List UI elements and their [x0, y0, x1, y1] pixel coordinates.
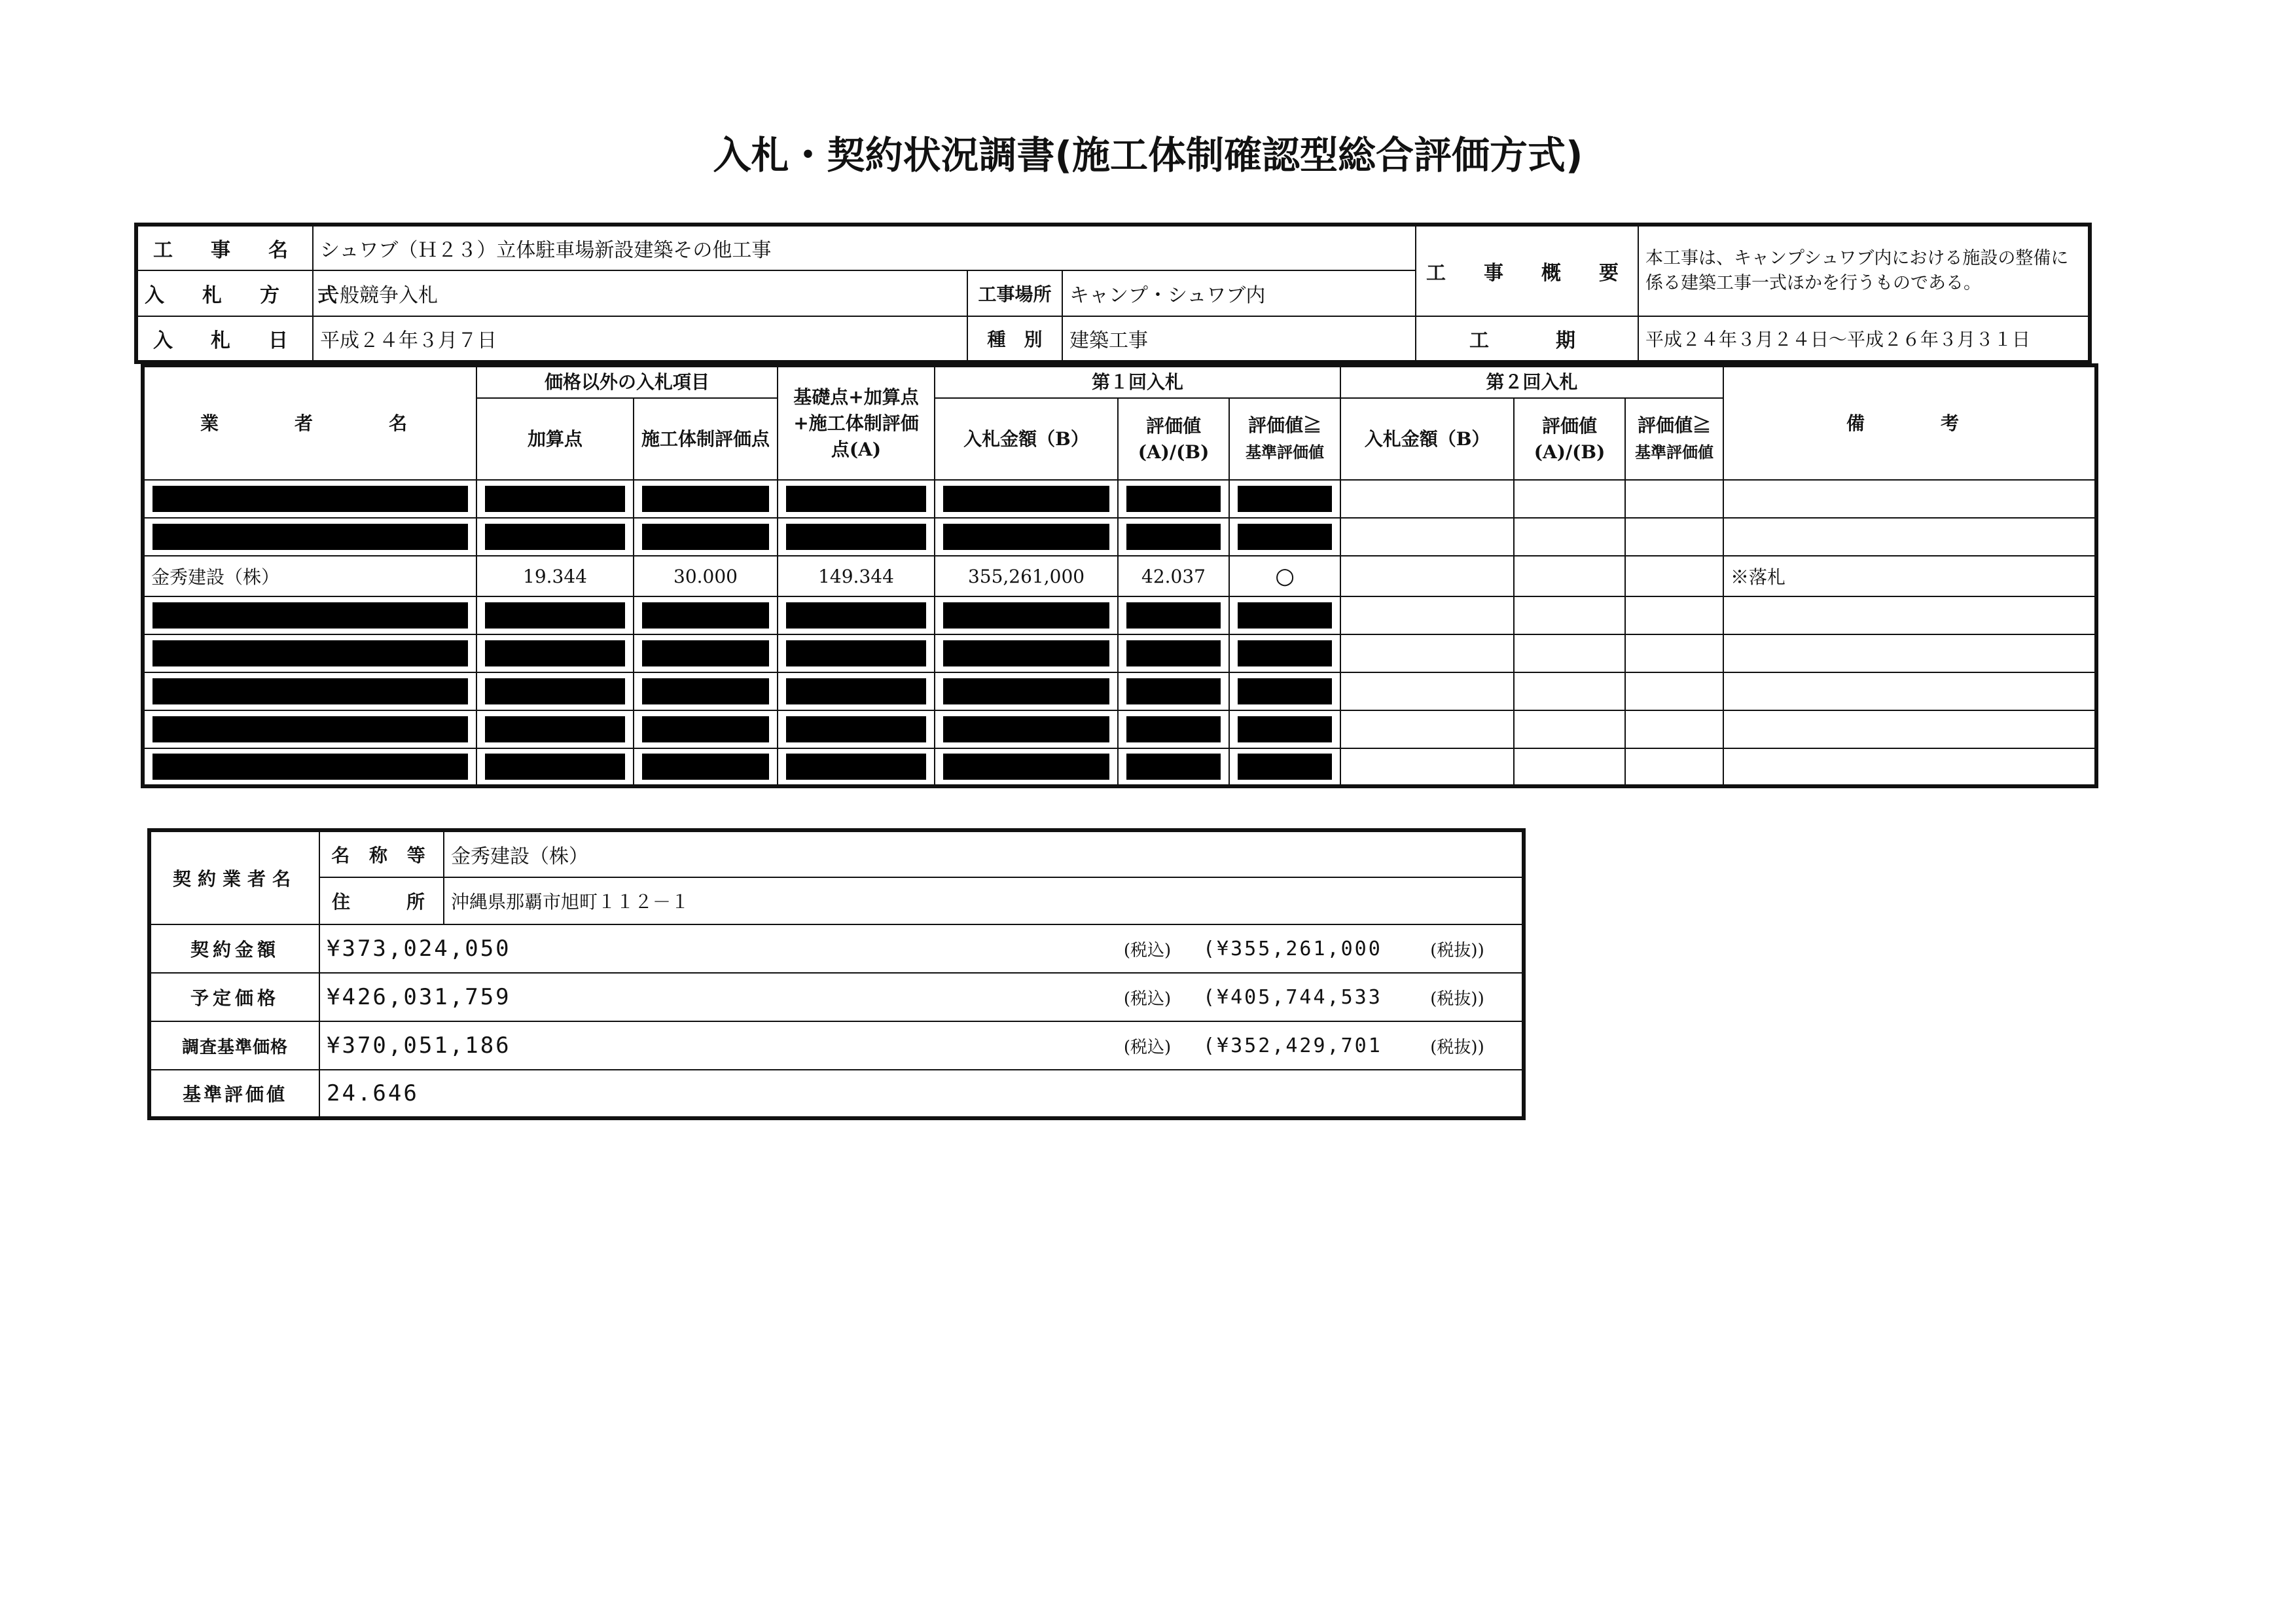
header-r1-eval-formula: (A)/(B): [1138, 441, 1210, 463]
redacted-cell: [1118, 710, 1229, 748]
survey-base-price-label: 調査基準価格: [149, 1021, 319, 1070]
survey-base-price-excl: (¥352,429,701: [1196, 1021, 1393, 1070]
empty-cell: [1723, 672, 2096, 710]
redacted-cell: [476, 480, 634, 518]
winner-meets-standard: ○: [1229, 556, 1340, 596]
redacted-cell: [634, 480, 778, 518]
redacted-cell: [935, 596, 1118, 634]
redacted-cell: [634, 710, 778, 748]
planned-price-excl-tag: (税抜)): [1393, 973, 1524, 1021]
redacted-cell: [935, 710, 1118, 748]
redacted-cell: [634, 518, 778, 556]
survey-base-price-row: [149, 1021, 1524, 1070]
bid-method-label: 入 札 方 式: [136, 270, 313, 316]
survey-base-price-incl-tag: (税込): [1098, 1021, 1196, 1070]
bid-results-table: [141, 363, 2098, 788]
category-label: 種 別: [967, 316, 1062, 362]
redacted-cell: [778, 748, 935, 786]
winner-name: 金秀建設（株）: [143, 556, 476, 596]
redacted-cell: [634, 748, 778, 786]
empty-cell: [1625, 672, 1723, 710]
redacted-cell: [143, 710, 476, 748]
summary-label: 工 事 概 要: [1416, 225, 1638, 316]
header-round1: 第１回入札: [935, 365, 1340, 398]
header-remarks: 備 考: [1723, 365, 2096, 480]
redacted-cell: [476, 710, 634, 748]
planned-price-incl-tag: (税込): [1098, 973, 1196, 1021]
redacted-cell: [143, 596, 476, 634]
redacted-cell: [778, 596, 935, 634]
table-row: [143, 748, 2096, 786]
empty-cell: [1340, 518, 1514, 556]
redacted-cell: [1229, 480, 1340, 518]
redacted-cell: [476, 518, 634, 556]
empty-cell: [1723, 634, 2096, 672]
redacted-cell: [143, 748, 476, 786]
header-company: 業 者 名: [143, 365, 476, 480]
redacted-cell: [1118, 596, 1229, 634]
table-row: [143, 710, 2096, 748]
empty-cell: [1340, 480, 1514, 518]
redacted-cell: [778, 518, 935, 556]
empty-cell: [1625, 480, 1723, 518]
contractor-address-label: 住 所: [319, 877, 444, 924]
empty-cell: [1625, 634, 1723, 672]
winner-eval-value: 42.037: [1118, 556, 1229, 596]
planned-price-excl: (¥405,744,533: [1196, 973, 1393, 1021]
header-r2-eval: [1514, 398, 1625, 480]
redacted-cell: [476, 596, 634, 634]
header-r2-eval-label: 評価値: [1542, 414, 1598, 437]
redacted-cell: [1118, 518, 1229, 556]
redacted-cell: [1118, 480, 1229, 518]
contract-amount-excl-tag: (税抜)): [1393, 924, 1524, 973]
header-non-price: 価格以外の入札項目: [476, 365, 778, 398]
redacted-cell: [1229, 634, 1340, 672]
planned-price-row: [149, 973, 1524, 1021]
redacted-cell: [1118, 748, 1229, 786]
empty-cell: [1340, 748, 1514, 786]
header-construction-eval: 施工体制評価点: [634, 398, 778, 480]
header-r1-eval-ge: [1229, 398, 1340, 480]
empty-cell: [1340, 556, 1514, 596]
empty-cell: [1514, 480, 1625, 518]
redacted-cell: [634, 672, 778, 710]
bid-method: 一般競争入札: [313, 270, 967, 316]
contract-amount-excl: (¥355,261,000: [1196, 924, 1393, 973]
empty-cell: [1514, 556, 1625, 596]
redacted-cell: [935, 748, 1118, 786]
empty-cell: [1723, 480, 2096, 518]
contractor-name-label: 名 称 等: [319, 830, 444, 877]
redacted-cell: [476, 748, 634, 786]
winner-total: 149.344: [778, 556, 935, 596]
std-eval-value: 24.646: [319, 1070, 1524, 1118]
header-r2-bid-amount: 入札金額（B）: [1340, 398, 1514, 480]
redacted-cell: [634, 634, 778, 672]
header-added-points: 加算点: [476, 398, 634, 480]
redacted-cell: [935, 480, 1118, 518]
empty-cell: [1340, 710, 1514, 748]
empty-cell: [1514, 710, 1625, 748]
redacted-cell: [935, 634, 1118, 672]
contract-amount-incl-tag: (税込): [1098, 924, 1196, 973]
winner-construction-eval: 30.000: [634, 556, 778, 596]
table-row: [143, 596, 2096, 634]
site-label: 工事場所: [967, 270, 1062, 316]
redacted-cell: [143, 480, 476, 518]
empty-cell: [1340, 672, 1514, 710]
winner-added-points: 19.344: [476, 556, 634, 596]
empty-cell: [1625, 748, 1723, 786]
redacted-cell: [1229, 710, 1340, 748]
table-row: [143, 518, 2096, 556]
redacted-cell: [634, 596, 778, 634]
empty-cell: [1514, 748, 1625, 786]
redacted-cell: [143, 634, 476, 672]
contract-amount-incl: ¥373,024,050: [319, 924, 1098, 973]
empty-cell: [1514, 518, 1625, 556]
survey-base-price-incl: ¥370,051,186: [319, 1021, 1098, 1070]
redacted-cell: [1118, 634, 1229, 672]
contract-amount-label: 契約金額: [149, 924, 319, 973]
header-r1-eval-label: 評価値: [1146, 414, 1202, 437]
redacted-cell: [1229, 672, 1340, 710]
winner-row: [143, 556, 2096, 596]
header-r1-eval: [1118, 398, 1229, 480]
redacted-cell: [1118, 672, 1229, 710]
redacted-cell: [1229, 748, 1340, 786]
winner-remarks: ※落札: [1723, 556, 2096, 596]
redacted-cell: [143, 672, 476, 710]
redacted-cell: [476, 672, 634, 710]
period: 平成２４年３月２４日～平成２６年３月３１日: [1638, 316, 2090, 362]
redacted-cell: [778, 710, 935, 748]
planned-price-label: 予定価格: [149, 973, 319, 1021]
header-r2-eval-ge: [1625, 398, 1723, 480]
redacted-cell: [935, 672, 1118, 710]
contractor-label: 契約業者名: [149, 830, 319, 924]
empty-cell: [1514, 672, 1625, 710]
summary: 本工事は、キャンプシュワブ内における施設の整備に係る建築工事一式ほかを行うものである。: [1638, 225, 2090, 316]
page-title: 入札・契約状況調書(施工体制確認型総合評価方式): [713, 133, 1583, 177]
empty-cell: [1723, 710, 2096, 748]
redacted-cell: [778, 480, 935, 518]
contractor-address: 沖縄県那覇市旭町１１２－１: [444, 877, 1524, 924]
std-eval-label: 基準評価値: [149, 1070, 319, 1118]
winner-bid-amount: 355,261,000: [935, 556, 1118, 596]
work-name-label: 工 事 名: [136, 225, 313, 270]
header-r1-bid-amount: 入札金額（B）: [935, 398, 1118, 480]
empty-cell: [1723, 596, 2096, 634]
empty-cell: [1340, 596, 1514, 634]
redacted-cell: [935, 518, 1118, 556]
contractor-name: 金秀建設（株）: [444, 830, 1524, 877]
work-name: シュワブ（Ｈ２３）立体駐車場新設建築その他工事: [313, 225, 1416, 270]
empty-cell: [1625, 556, 1723, 596]
table-row: [143, 634, 2096, 672]
header-r2-eval-formula: (A)/(B): [1534, 441, 1605, 463]
bid-date-label: 入 札 日: [136, 316, 313, 362]
work-info-table: [134, 223, 2092, 364]
bid-date: 平成２４年３月７日: [313, 316, 967, 362]
empty-cell: [1723, 518, 2096, 556]
empty-cell: [1625, 596, 1723, 634]
site: キャンプ・シュワブ内: [1062, 270, 1416, 316]
header-r2-eval-std: 基準評価値: [1635, 443, 1714, 462]
redacted-cell: [1229, 596, 1340, 634]
header-round2: 第２回入札: [1340, 365, 1723, 398]
redacted-cell: [476, 634, 634, 672]
redacted-cell: [1229, 518, 1340, 556]
empty-cell: [1723, 748, 2096, 786]
period-label: 工 期: [1416, 316, 1638, 362]
survey-base-price-excl-tag: (税抜)): [1393, 1021, 1524, 1070]
empty-cell: [1625, 518, 1723, 556]
planned-price-incl: ¥426,031,759: [319, 973, 1098, 1021]
header-r1-eval-ge-label: 評価値≧: [1248, 414, 1322, 436]
contract-amount-row: [149, 924, 1524, 973]
empty-cell: [1625, 710, 1723, 748]
table-row: [143, 480, 2096, 518]
empty-cell: [1514, 634, 1625, 672]
redacted-cell: [778, 672, 935, 710]
header-total-score: 基礎点+加算点+施工体制評価点(A): [778, 365, 935, 480]
redacted-cell: [778, 634, 935, 672]
redacted-cell: [143, 518, 476, 556]
header-r1-eval-std: 基準評価値: [1246, 443, 1325, 462]
category: 建築工事: [1062, 316, 1416, 362]
header-r2-eval-ge-label: 評価値≧: [1638, 414, 1712, 436]
std-eval-row: [149, 1070, 1524, 1118]
empty-cell: [1340, 634, 1514, 672]
table-row: [143, 672, 2096, 710]
contract-table: [147, 828, 1526, 1120]
empty-cell: [1514, 596, 1625, 634]
